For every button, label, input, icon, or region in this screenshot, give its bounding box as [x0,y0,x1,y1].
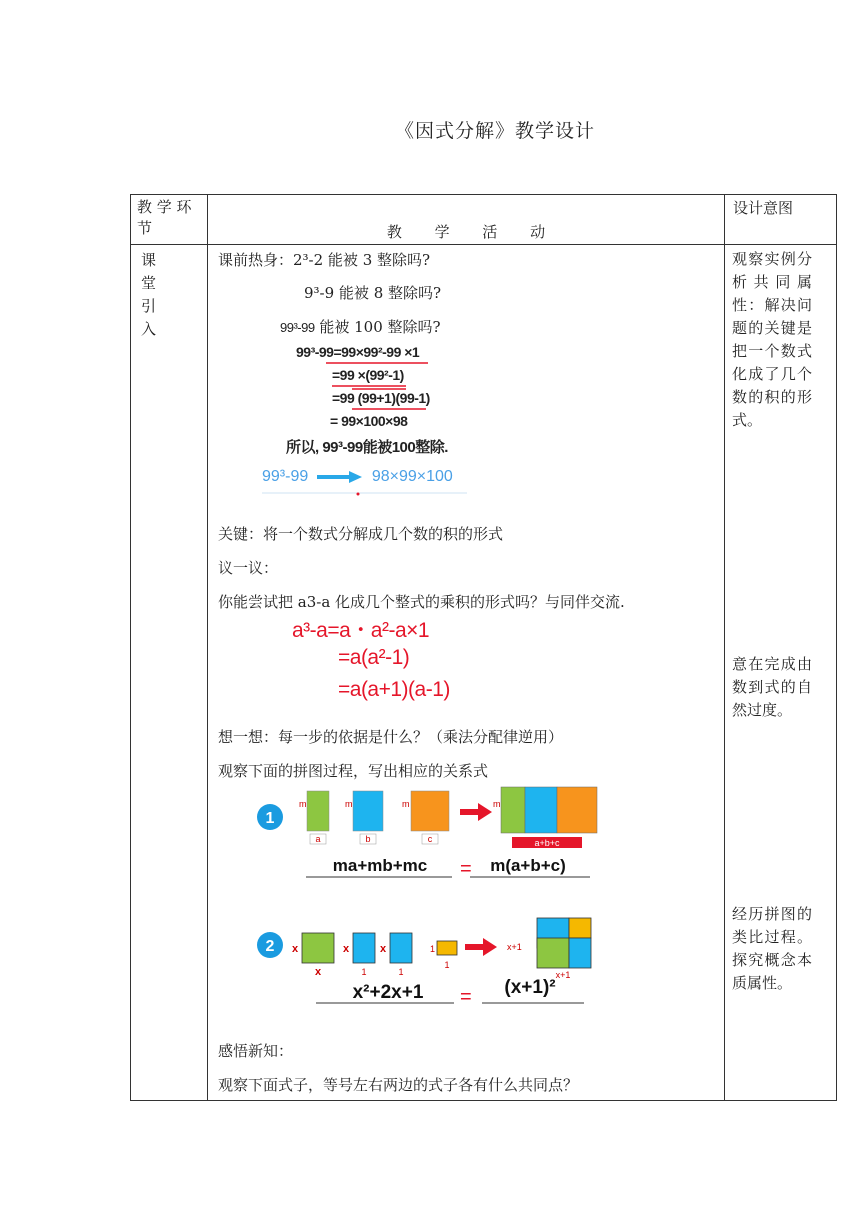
step-2: =99 ×(99²-1) [332,367,404,383]
intent-p2: 意在完成由数到式的自然过度。 [732,655,812,719]
p2-label-bottom-sum: x+1 [555,970,571,980]
puzzle1-num: 1 [265,810,275,827]
red-math-2: =a(a²-1) [338,646,410,669]
right-arrow-icon [317,470,363,484]
activity-cell [208,245,725,1101]
warmup-q1: 课前热身：2³-2 能被 3 整除吗? [218,251,431,269]
p1-right-expr: m(a+b+c) [490,856,566,875]
stage-label [131,245,208,1101]
puzzle-figure [250,785,620,1017]
insight-text: 感悟新知： [218,1042,294,1060]
p2-label-x4: x [314,966,322,978]
p2-label-1a: 1 [430,944,436,954]
header-intent: 设计意图 [725,195,837,245]
table-header-row [131,195,837,245]
intent-cell [725,245,837,1101]
header-stage: 教 学 环节 [131,195,208,245]
discuss-text: 议一议： [218,559,279,577]
lesson-table [130,194,837,1101]
p1-label-a: a [315,834,321,844]
arrow-row [262,467,453,486]
p1-label-m1: m [299,799,307,809]
warmup-q2: 9³-9 能被 8 整除吗? [304,284,442,302]
red-math-3: =a(a+1)(a-1) [338,678,450,701]
warmup-q3 [280,316,441,337]
p1-eq: = [460,858,472,880]
stage-text: 课堂引入 [141,251,157,338]
page-title: 《因式分解》教学设计 [394,120,595,142]
red-arrow-icon-2 [465,938,497,956]
p2-eq: = [460,986,472,1008]
arrow-left-expr: 99³-99 [262,468,309,485]
observe-eq-text: 观察下面式子，等号左右两边的式子各有什么共同点？ [218,1076,579,1094]
p2-label-1b: 1 [361,967,367,977]
step-4: = 99×100×98 [330,413,408,429]
p1-label-m3: m [402,799,410,809]
p2-left-expr: x²+2x+1 [352,982,424,1003]
try-text: 你能尝试把 a3-a 化成几个整式的乘积的形式吗？与同伴交流. [218,593,625,611]
p2-label-x3: x [380,943,387,955]
p2-right-expr: (x+1)² [504,977,556,998]
key-text: 关键：将一个数式分解成几个数的积的形式 [218,525,504,543]
intent-p1: 观察实例分析共同属性：解决问题的关键是把一个数式化成了几个数的积的形式。 [732,250,812,429]
think-text: 想一想：每一步的依据是什么？（乘法分配律逆用） [218,728,564,746]
p2-label-side-sum: x+1 [507,942,522,952]
p1-label-b: b [365,834,371,844]
warmup-q3-suffix: 能被 100 整除吗? [319,318,441,336]
p1-left-expr: ma+mb+mc [332,856,428,875]
p1-label-m4: m [493,799,501,809]
header-activity: 教 学 活 动 [208,195,725,245]
conclusion: 所以, 99³-99能被100整除. [286,439,448,456]
red-arrow-icon [460,803,492,821]
warmup-q3-prefix: 99³-99 [280,320,315,335]
p1-label-c: c [427,834,433,844]
table-row [131,245,837,1101]
step-1: 99³-99=99×99²-99 ×1 [296,344,420,360]
p2-label-1c: 1 [398,967,404,977]
red-math-1: a³-a=a・a²-a×1 [292,619,430,642]
p1-label-m2: m [345,799,353,809]
observe-puzzle-text: 观察下面的拼图过程，写出相应的关系式 [218,762,489,780]
p1-label-sum: a+b+c [534,838,560,848]
intent-p3: 经历拼图的类比过程。探究概念本质属性。 [732,905,812,992]
step-3: =99 (99+1)(99-1) [332,390,430,406]
p2-label-x2: x [343,943,350,955]
puzzle2-num: 2 [265,938,275,955]
p2-label-x1: x [292,943,299,955]
fade-line [262,491,472,497]
arrow-right-expr: 98×99×100 [371,468,453,485]
p2-label-1d: 1 [444,960,450,970]
